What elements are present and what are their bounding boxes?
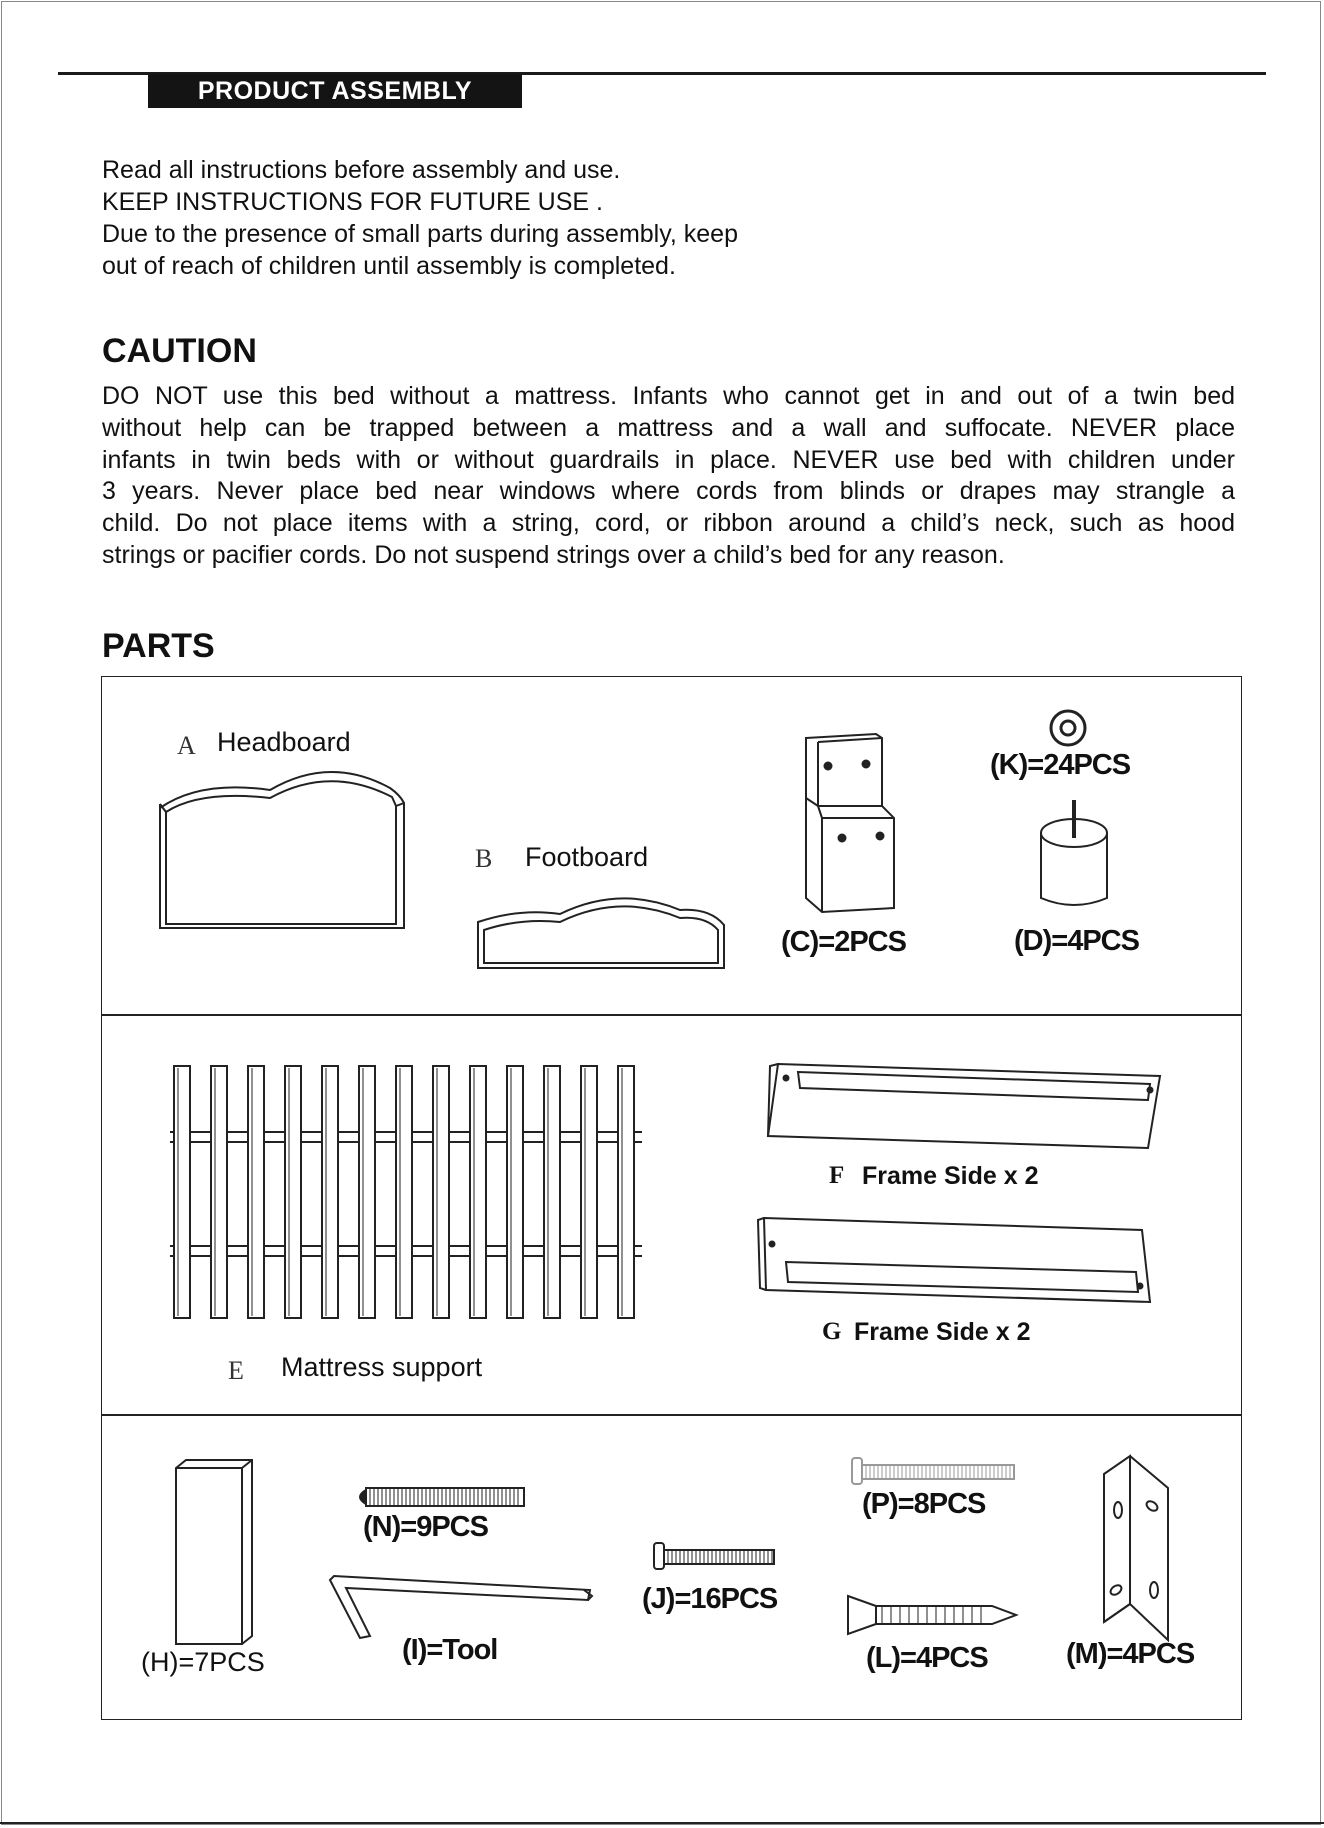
part-l-label: (L)=4PCS <box>866 1642 988 1674</box>
part-b-letter: B <box>475 844 493 873</box>
slat <box>211 1066 227 1318</box>
part-i-label: (I)=Tool <box>402 1634 498 1666</box>
part-f-letter: F <box>829 1162 845 1189</box>
intro-line: out of reach of children until assembly is completed. <box>102 252 676 280</box>
part-e-label: Mattress support <box>281 1352 483 1382</box>
part-j-label: (J)=16PCS <box>642 1583 778 1615</box>
slat <box>433 1066 449 1318</box>
angle-bracket-illustration <box>1104 1456 1168 1640</box>
slat <box>285 1066 301 1318</box>
caution-line: 3 years. Never place bed near windows where cords from blinds or drapes may strangle a <box>102 477 1235 506</box>
part-k-label: (K)=24PCS <box>990 749 1131 781</box>
intro-line: KEEP INSTRUCTIONS FOR FUTURE USE . <box>102 188 603 216</box>
slat <box>396 1066 412 1318</box>
part-p-label: (P)=8PCS <box>862 1488 986 1520</box>
caution-line: strings or pacifier cords. Do not suspend strings over a child’s bed for any reason. <box>102 540 1005 569</box>
caution-line: DO NOT use this bed without a mattress. Infants who cannot get in and out of a twin bed <box>102 382 1235 410</box>
part-m-label: (M)=4PCS <box>1066 1638 1195 1670</box>
slat <box>544 1066 560 1318</box>
part-a-label: Headboard <box>217 727 351 757</box>
block-illustration <box>176 1460 252 1644</box>
footboard-illustration <box>478 898 724 968</box>
parts-heading: PARTS <box>102 627 215 665</box>
footer-rule <box>0 1822 1324 1824</box>
part-f-label: Frame Side x 2 <box>862 1162 1039 1190</box>
caution-line: child. Do not place items with a string, cord, or ribbon around a child’s neck, such as hood <box>102 509 1235 538</box>
frame-side-g-illustration <box>758 1218 1150 1302</box>
caution-heading: CAUTION <box>102 332 257 370</box>
wood-screw-illustration <box>848 1596 1016 1634</box>
allen-key-illustration <box>330 1576 592 1638</box>
caution-line: without help can be trapped between a mattress and a wall and suffocate. NEVER place <box>102 413 1235 442</box>
intro-line: Due to the presence of small parts during assembly, keep <box>102 220 738 248</box>
slat <box>174 1066 190 1318</box>
slat <box>507 1066 523 1318</box>
intro-line: Read all instructions before assembly and use. <box>102 156 621 184</box>
part-g-letter: G <box>822 1318 842 1345</box>
slat <box>470 1066 486 1318</box>
bolt-j-illustration <box>654 1543 774 1569</box>
part-d-label: (D)=4PCS <box>1014 925 1139 957</box>
part-e-letter: E <box>228 1356 244 1385</box>
part-g-label: Frame Side x 2 <box>854 1318 1031 1346</box>
screw-n-illustration <box>360 1488 524 1506</box>
part-a-letter: A <box>177 731 196 760</box>
frame-side-f-illustration <box>768 1064 1160 1148</box>
section-banner: PRODUCT ASSEMBLY <box>148 74 522 108</box>
slat <box>618 1066 634 1318</box>
mattress-support-illustration <box>170 1066 642 1318</box>
bolt-p-illustration <box>852 1458 1014 1484</box>
part-b-label: Footboard <box>525 842 649 872</box>
headboard-illustration <box>160 772 404 928</box>
bracket-illustration <box>806 734 894 912</box>
part-h-label: (H)=7PCS <box>141 1647 265 1677</box>
washer-illustration <box>1051 711 1085 745</box>
leg-illustration <box>1041 800 1107 905</box>
caution-line: infants in twin beds with or without guardrails in place. NEVER use bed with children under <box>102 445 1235 474</box>
slat <box>581 1066 597 1318</box>
part-n-label: (N)=9PCS <box>363 1511 488 1543</box>
slat <box>322 1066 338 1318</box>
slat <box>248 1066 264 1318</box>
slat <box>359 1066 375 1318</box>
part-c-label: (C)=2PCS <box>781 926 906 958</box>
